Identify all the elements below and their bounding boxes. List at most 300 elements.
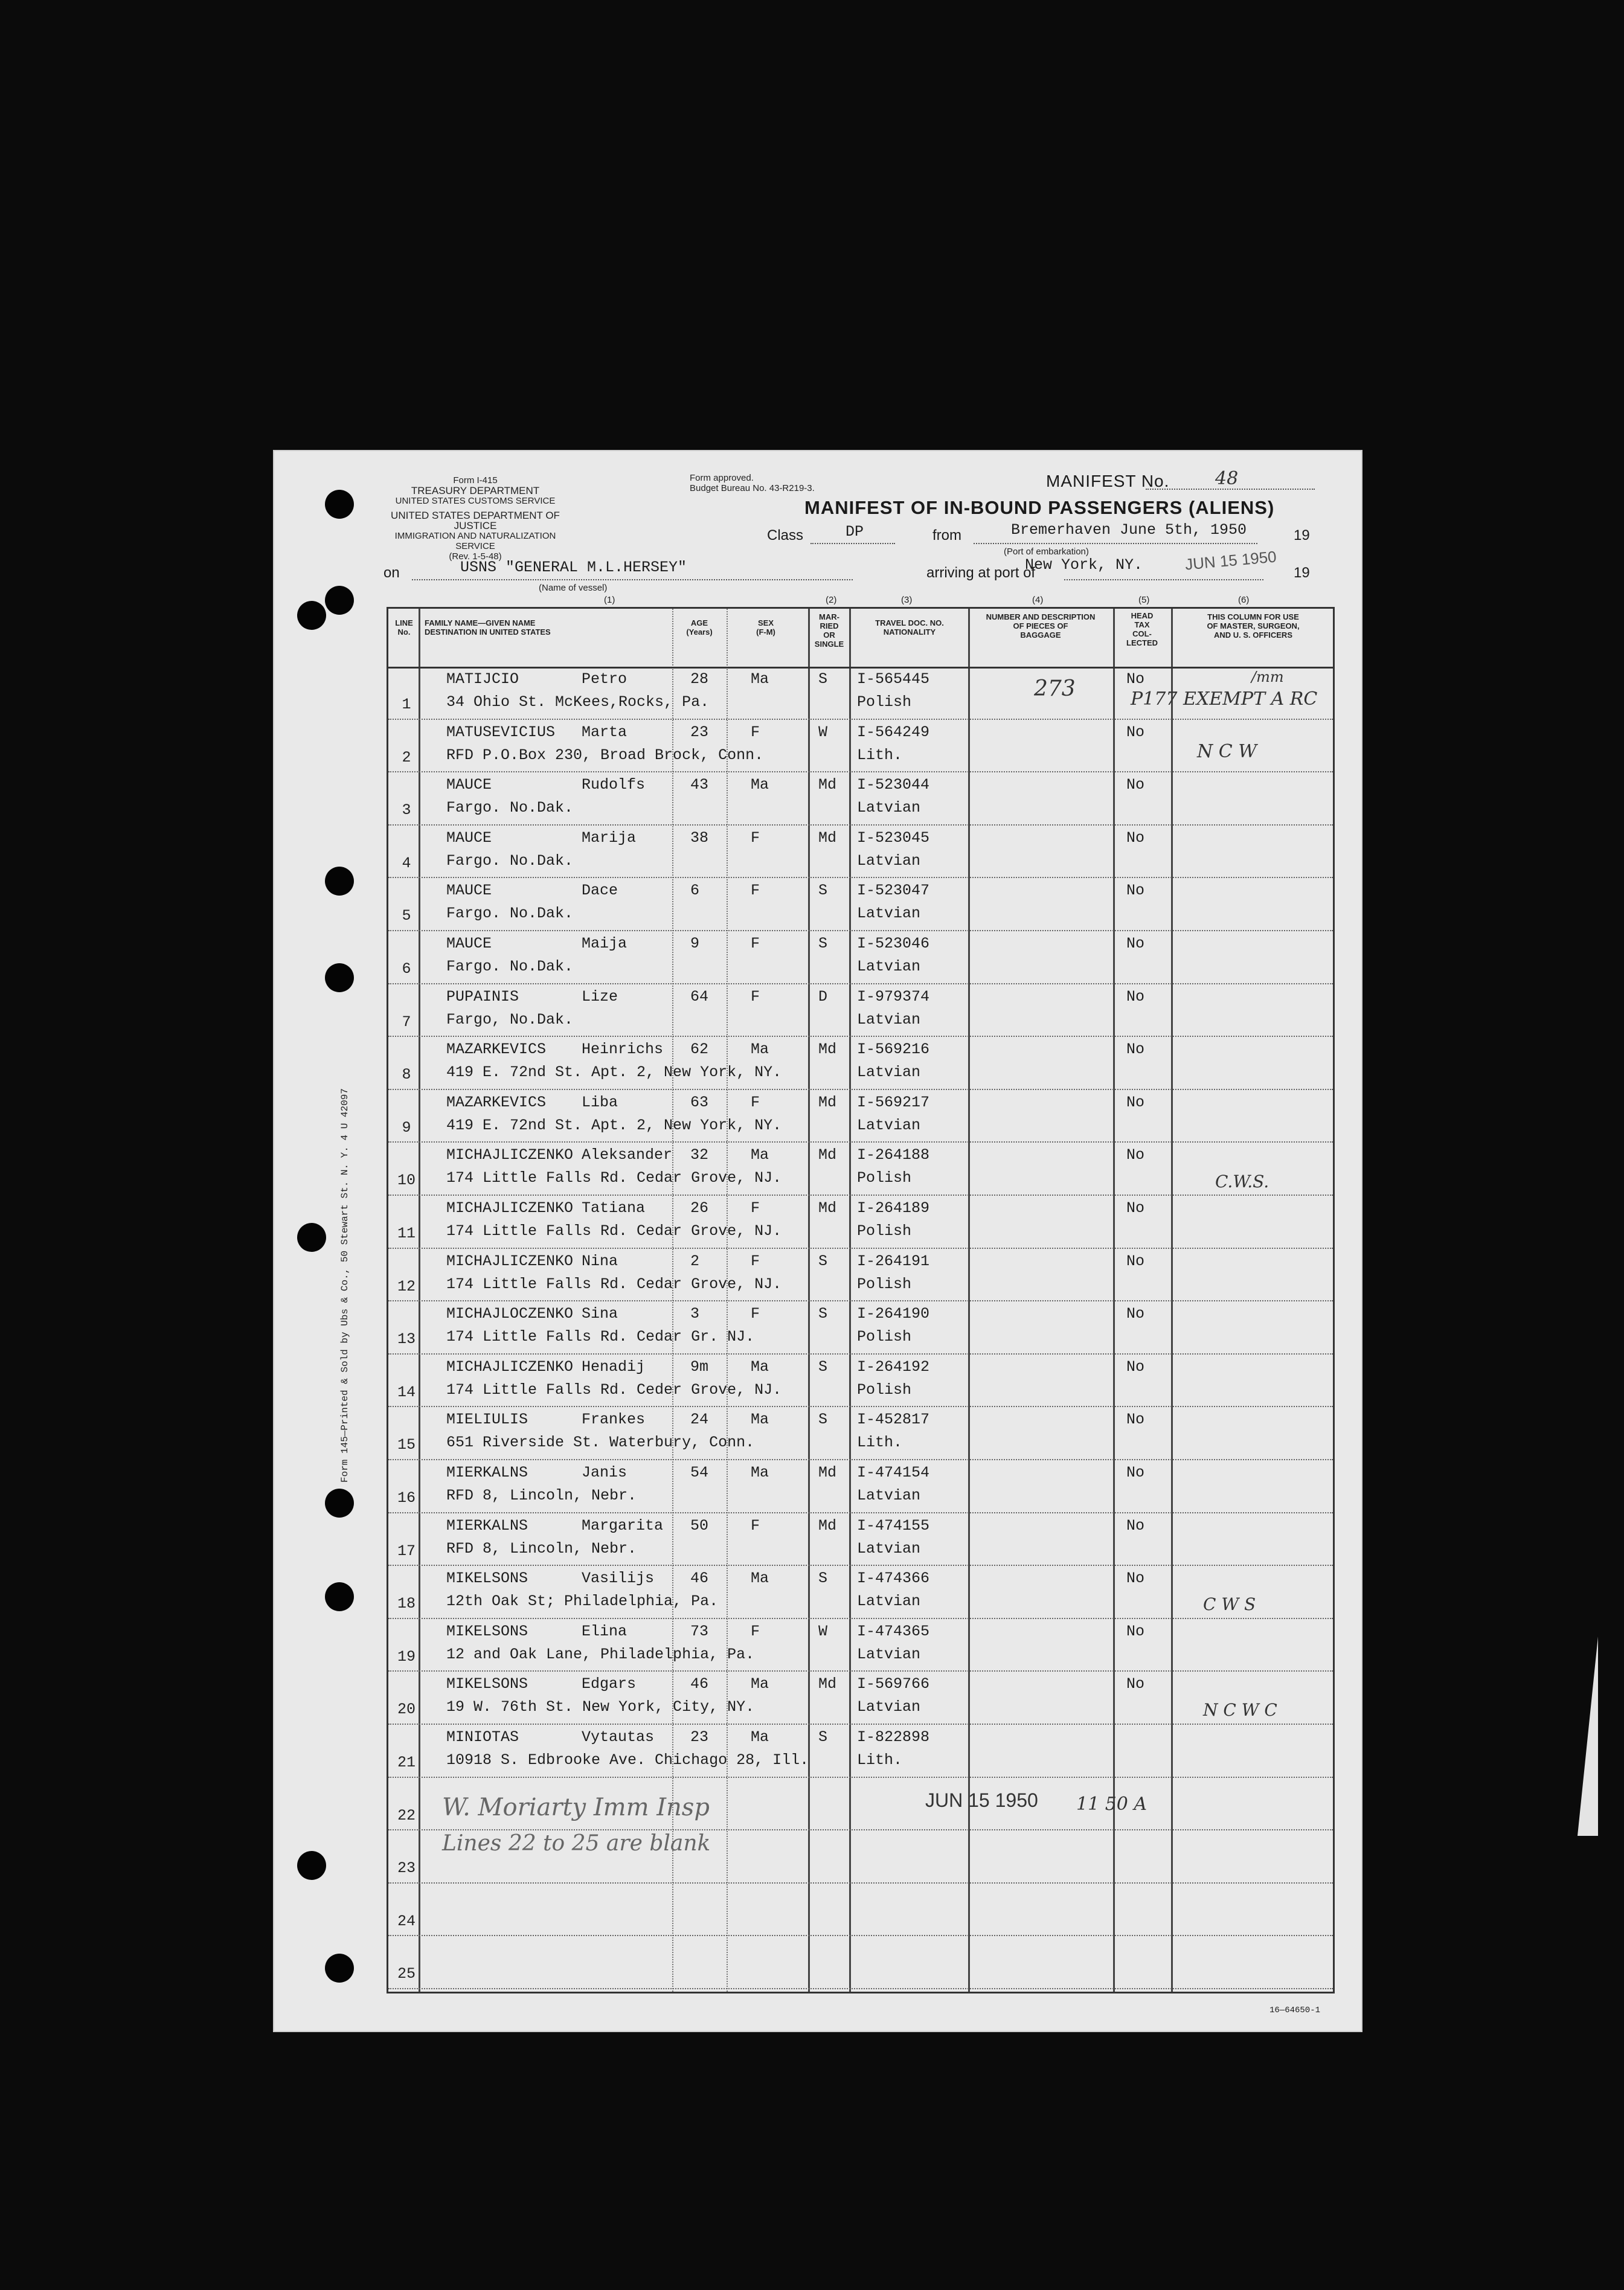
inspection-stamp: JUN 15 1950 xyxy=(925,1789,1038,1811)
given-name: Nina xyxy=(582,1252,618,1270)
marital-status: Md xyxy=(818,1093,837,1111)
head-tax: No xyxy=(1126,1622,1145,1640)
col-officers: THIS COLUMN FOR USE OF MASTER, SURGEON, AND U. S. OFFICERS xyxy=(1207,612,1300,640)
family-name: MIKELSONS xyxy=(446,1622,528,1640)
travel-doc-no: I-523047 xyxy=(857,882,930,900)
manifest-sheet xyxy=(273,450,1362,2032)
destination: 174 Little Falls Rd. Cedar Gr. NJ. xyxy=(446,1328,755,1346)
age: 28 xyxy=(690,670,709,688)
destination: Fargo. No.Dak. xyxy=(446,905,574,923)
manifest-no-label: MANIFEST No. xyxy=(1046,472,1170,490)
nationality: Polish xyxy=(857,1328,912,1346)
head-tax: No xyxy=(1126,882,1145,900)
inspection-time: 11 50 A xyxy=(1076,1794,1147,1815)
sex: Ma xyxy=(751,1041,769,1059)
arrival-port: New York, NY. xyxy=(1025,556,1143,574)
officer-note: N C W C xyxy=(1203,1700,1277,1720)
family-name: MAZARKEVICS xyxy=(446,1041,547,1059)
signature: W. Moriarty Imm Insp xyxy=(442,1794,710,1821)
nationality: Polish xyxy=(857,1381,912,1399)
sex: Ma xyxy=(751,1675,769,1693)
given-name: Heinrichs xyxy=(582,1041,664,1059)
sex: Ma xyxy=(751,1358,769,1376)
age: 43 xyxy=(690,776,709,794)
age: 23 xyxy=(690,723,709,741)
head-tax: No xyxy=(1126,1041,1145,1059)
age: 46 xyxy=(690,1570,709,1588)
family-name: MICHAJLICZENKO xyxy=(446,1146,574,1164)
col-num-3: (3) xyxy=(901,595,913,605)
port-embark-caption: (Port of embarkation) xyxy=(1004,547,1089,557)
line-number: 16 xyxy=(397,1489,416,1507)
col-num-1: (1) xyxy=(604,595,615,605)
col-travel-doc: TRAVEL DOC. NO. NATIONALITY xyxy=(875,618,944,637)
table-row xyxy=(388,1936,1333,1989)
family-name: MICHAJLICZENKO xyxy=(446,1358,574,1376)
age: 50 xyxy=(690,1516,709,1535)
given-name: Vytautas xyxy=(582,1728,655,1746)
given-name: Marta xyxy=(582,723,627,741)
head-tax: No xyxy=(1126,670,1145,688)
destination: 10918 S. Edbrooke Ave. Chichago 28, Ill. xyxy=(446,1751,809,1769)
travel-doc-no: I-523044 xyxy=(857,776,930,794)
age: 32 xyxy=(690,1146,709,1164)
marital-status: Md xyxy=(818,1464,837,1481)
manifest-no-value: 48 xyxy=(1215,468,1239,489)
line-number: 3 xyxy=(402,801,411,819)
table-row xyxy=(388,1407,1333,1460)
sex: F xyxy=(751,723,760,741)
family-name: MATUSEVICIUS xyxy=(446,723,556,741)
arriving-label: arriving at port of xyxy=(926,565,1036,581)
line-number: 4 xyxy=(402,854,411,872)
line-number: 17 xyxy=(397,1542,416,1560)
marital-status: Md xyxy=(818,1199,837,1217)
line-number: 6 xyxy=(402,960,411,978)
table-row xyxy=(388,1037,1333,1090)
table-row xyxy=(388,1672,1333,1725)
destination: RFD 8, Lincoln, Nebr. xyxy=(446,1539,637,1557)
family-name: MICHAJLICZENKO xyxy=(446,1252,574,1270)
line-number: 5 xyxy=(402,907,411,925)
table-row xyxy=(388,1884,1333,1937)
travel-doc-no: I-565445 xyxy=(857,670,930,688)
nationality: Lith. xyxy=(857,746,903,764)
sex: F xyxy=(751,1093,760,1111)
marital-status: S xyxy=(818,670,828,688)
sex: Ma xyxy=(751,1146,769,1164)
table-row xyxy=(388,1355,1333,1408)
passenger-table xyxy=(387,607,1335,1993)
nationality: Latvian xyxy=(857,1698,921,1716)
marital-status: Md xyxy=(818,829,837,847)
nationality: Latvian xyxy=(857,1645,921,1663)
blank-lines-note: Lines 22 to 25 are blank xyxy=(442,1831,711,1856)
nationality: Latvian xyxy=(857,1592,921,1611)
head-tax: No xyxy=(1126,1252,1145,1270)
sex: F xyxy=(751,882,760,900)
family-name: MAUCE xyxy=(446,935,492,952)
nationality: Latvian xyxy=(857,1010,921,1028)
nationality: Latvian xyxy=(857,1487,921,1504)
destination: 19 W. 76th St. New York, City, NY. xyxy=(446,1698,755,1716)
table-row xyxy=(388,1619,1333,1672)
nationality: Polish xyxy=(857,693,912,711)
marital-status: D xyxy=(818,987,828,1005)
sex: F xyxy=(751,935,760,952)
travel-doc-no: I-564249 xyxy=(857,723,930,741)
vessel-name: USNS "GENERAL M.L.HERSEY" xyxy=(460,559,687,576)
paper-scrap xyxy=(1577,1637,1598,1836)
travel-doc-no: I-264190 xyxy=(857,1305,930,1323)
printer-imprint: Form 145—Printed & Sold by Ubs & Co., 50 Stewart St. N. Y. 4 U 42097 xyxy=(339,1088,350,1483)
line-number: 8 xyxy=(402,1066,411,1084)
destination: 174 Little Falls Rd. Cedar Grove, NJ. xyxy=(446,1275,782,1293)
marital-status: S xyxy=(818,1411,828,1429)
head-tax: No xyxy=(1126,723,1145,741)
col-line-no: LINE No. xyxy=(395,618,413,637)
nationality: Latvian xyxy=(857,799,921,817)
age: 2 xyxy=(690,1252,700,1270)
table-row xyxy=(388,1196,1333,1249)
arrival-stamp: JUN 15 1950 xyxy=(1184,547,1277,574)
travel-doc-no: I-474366 xyxy=(857,1570,930,1588)
marital-status: Md xyxy=(818,776,837,794)
line-number: 15 xyxy=(397,1436,416,1454)
head-tax: No xyxy=(1126,776,1145,794)
age: 54 xyxy=(690,1464,709,1481)
given-name: Frankes xyxy=(582,1411,646,1429)
nationality: Polish xyxy=(857,1275,912,1293)
sex: F xyxy=(751,1516,760,1535)
nationality: Polish xyxy=(857,1169,912,1187)
sex: F xyxy=(751,987,760,1005)
nationality: Latvian xyxy=(857,1063,921,1082)
age: 64 xyxy=(690,987,709,1005)
marital-status: Md xyxy=(818,1516,837,1535)
head-tax: No xyxy=(1126,1570,1145,1588)
family-name: MAZARKEVICS xyxy=(446,1093,547,1111)
destination: 174 Little Falls Rd. Cedar Grove, NJ. xyxy=(446,1222,782,1240)
travel-doc-no: I-569216 xyxy=(857,1041,930,1059)
nationality: Lith. xyxy=(857,1751,903,1769)
head-tax: No xyxy=(1126,935,1145,952)
line-number: 1 xyxy=(402,696,411,713)
sex: Ma xyxy=(751,1728,769,1746)
marital-status: S xyxy=(818,1728,828,1746)
destination: RFD P.O.Box 230, Broad Brock, Conn. xyxy=(446,746,764,764)
travel-doc-no: I-569217 xyxy=(857,1093,930,1111)
col-num-5: (5) xyxy=(1138,595,1150,605)
from-line xyxy=(974,543,1257,544)
family-name: PUPAINIS xyxy=(446,987,519,1005)
travel-doc-no: I-474154 xyxy=(857,1464,930,1481)
nationality: Lith. xyxy=(857,1434,903,1452)
table-row xyxy=(388,772,1333,826)
family-name: MINIOTAS xyxy=(446,1728,519,1746)
class-line xyxy=(810,543,895,544)
family-name: MIERKALNS xyxy=(446,1464,528,1481)
given-name: Marija xyxy=(582,829,637,847)
family-name: MIELIULIS xyxy=(446,1411,528,1429)
sex: F xyxy=(751,1252,760,1270)
line-number: 19 xyxy=(397,1647,416,1666)
given-name: Henadij xyxy=(582,1358,646,1376)
officer-note: C.W.S. xyxy=(1215,1172,1269,1192)
marital-status: W xyxy=(818,723,828,741)
table-header xyxy=(388,609,1333,669)
table-row xyxy=(388,1725,1333,1778)
given-name: Petro xyxy=(582,670,627,688)
line-number: 10 xyxy=(397,1172,416,1190)
punch-hole xyxy=(325,490,354,519)
arrival-line xyxy=(1064,579,1263,580)
baggage-count: 273 xyxy=(1034,676,1076,701)
destination: Fargo. No.Dak. xyxy=(446,958,574,975)
destination: Fargo, No.Dak. xyxy=(446,1010,574,1028)
nationality: Polish xyxy=(857,1222,912,1240)
given-name: Maija xyxy=(582,935,627,952)
travel-doc-no: I-264191 xyxy=(857,1252,930,1270)
table-row xyxy=(388,1143,1333,1196)
marital-status: S xyxy=(818,1570,828,1588)
dept-justice: UNITED STATES DEPARTMENT OF JUSTICE IMMIGRATION AND NATURALIZATION SERVICE (Rev. 1-5-48) xyxy=(391,510,560,562)
nationality: Latvian xyxy=(857,958,921,975)
travel-doc-no: I-979374 xyxy=(857,987,930,1005)
nationality: Latvian xyxy=(857,1116,921,1134)
travel-doc-no: I-264189 xyxy=(857,1199,930,1217)
sex: Ma xyxy=(751,1411,769,1429)
on-label: on xyxy=(384,565,400,581)
travel-doc-no: I-523046 xyxy=(857,935,930,952)
given-name: Sina xyxy=(582,1305,618,1323)
given-name: Elina xyxy=(582,1622,627,1640)
head-tax: No xyxy=(1126,1305,1145,1323)
line-number: 23 xyxy=(397,1859,416,1878)
given-name: Edgars xyxy=(582,1675,637,1693)
given-name: Aleksander xyxy=(582,1146,673,1164)
travel-doc-no: I-569766 xyxy=(857,1675,930,1693)
sex: Ma xyxy=(751,670,769,688)
sex: F xyxy=(751,1199,760,1217)
line-number: 12 xyxy=(397,1277,416,1295)
col-num-6: (6) xyxy=(1238,595,1250,605)
destination: 651 Riverside St. Waterbury, Conn. xyxy=(446,1434,755,1452)
nationality: Latvian xyxy=(857,905,921,923)
destination: 419 E. 72nd St. Apt. 2, New York, NY. xyxy=(446,1116,782,1134)
travel-doc-no: I-264192 xyxy=(857,1358,930,1376)
family-name: MAUCE xyxy=(446,829,492,847)
line-number: 18 xyxy=(397,1595,416,1613)
marital-status: S xyxy=(818,882,828,900)
given-name: Rudolfs xyxy=(582,776,646,794)
age: 62 xyxy=(690,1041,709,1059)
officer-note: C W S xyxy=(1203,1594,1256,1614)
col-sex: SEX (F-M) xyxy=(756,618,775,637)
class-label: Class xyxy=(767,527,804,544)
line-number: 22 xyxy=(397,1806,416,1824)
destination: 174 Little Falls Rd. Ceder Grove, NJ. xyxy=(446,1381,782,1399)
col-head-tax: HEAD TAX COL- LECTED xyxy=(1126,611,1158,647)
footer-code: 16—64650-1 xyxy=(1269,2006,1320,2015)
family-name: MATIJCIO xyxy=(446,670,519,688)
family-name: MIERKALNS xyxy=(446,1516,528,1535)
table-row xyxy=(388,1249,1333,1302)
table-row xyxy=(388,1301,1333,1355)
year-suffix-2: 19 xyxy=(1294,565,1310,581)
marital-status: Md xyxy=(818,1675,837,1693)
travel-doc-no: I-452817 xyxy=(857,1411,930,1429)
destination: 12 and Oak Lane, Philadelphia, Pa. xyxy=(446,1645,755,1663)
head-tax: No xyxy=(1126,1093,1145,1111)
head-tax: No xyxy=(1126,1146,1145,1164)
nationality: Latvian xyxy=(857,852,921,870)
line-number: 2 xyxy=(402,748,411,766)
manifest-title: MANIFEST OF IN-BOUND PASSENGERS (ALIENS) xyxy=(804,497,1275,518)
family-name: MICHAJLOCZENKO xyxy=(446,1305,574,1323)
marital-status: S xyxy=(818,1358,828,1376)
destination: Fargo. No.Dak. xyxy=(446,852,574,870)
line-number: 11 xyxy=(397,1225,416,1242)
age: 63 xyxy=(690,1093,709,1111)
line-number: 20 xyxy=(397,1701,416,1719)
age: 26 xyxy=(690,1199,709,1217)
vessel-caption: (Name of vessel) xyxy=(539,583,608,593)
table-row xyxy=(388,826,1333,879)
sex: F xyxy=(751,829,760,847)
destination: 174 Little Falls Rd. Cedar Grove, NJ. xyxy=(446,1169,782,1187)
travel-doc-no: I-264188 xyxy=(857,1146,930,1164)
sex: F xyxy=(751,1622,760,1640)
destination: 12th Oak St; Philadelphia, Pa. xyxy=(446,1592,719,1611)
table-row xyxy=(388,878,1333,931)
vessel-line xyxy=(412,579,853,580)
line-number: 7 xyxy=(402,1013,411,1031)
age: 46 xyxy=(690,1675,709,1693)
table-row xyxy=(388,1513,1333,1567)
marital-status: Md xyxy=(818,1146,837,1164)
head-tax: No xyxy=(1126,1358,1145,1376)
sex: Ma xyxy=(751,1464,769,1481)
age: 73 xyxy=(690,1622,709,1640)
given-name: Janis xyxy=(582,1464,627,1481)
sex: Ma xyxy=(751,776,769,794)
given-name: Liba xyxy=(582,1093,618,1111)
punch-hole xyxy=(325,1582,354,1611)
exempt-note: P177 EXEMPT A RC xyxy=(1131,688,1318,710)
col-num-4: (4) xyxy=(1032,595,1044,605)
table-row xyxy=(388,931,1333,984)
punch-hole xyxy=(297,1851,326,1880)
table-row xyxy=(388,1090,1333,1143)
line-number: 9 xyxy=(402,1118,411,1137)
form-approved: Form approved. Budget Bureau No. 43-R219-3. xyxy=(690,473,815,493)
given-name: Lize xyxy=(582,987,618,1005)
col-age: AGE (Years) xyxy=(686,618,713,637)
marital-status: S xyxy=(818,1252,828,1270)
from-label: from xyxy=(932,527,961,544)
punch-hole xyxy=(325,867,354,896)
sex: F xyxy=(751,1305,760,1323)
line-number: 14 xyxy=(397,1383,416,1401)
destination: RFD 8, Lincoln, Nebr. xyxy=(446,1487,637,1504)
age: 38 xyxy=(690,829,709,847)
family-name: MICHAJLICZENKO xyxy=(446,1199,574,1217)
head-tax: No xyxy=(1126,1516,1145,1535)
marital-status: S xyxy=(818,935,828,952)
line-number: 24 xyxy=(397,1912,416,1930)
punch-hole xyxy=(325,586,354,615)
sex: Ma xyxy=(751,1570,769,1588)
destination: Fargo. No.Dak. xyxy=(446,799,574,817)
line-number: 21 xyxy=(397,1754,416,1771)
nationality: Latvian xyxy=(857,1539,921,1557)
head-tax: No xyxy=(1126,1675,1145,1693)
marital-status: W xyxy=(818,1622,828,1640)
given-name: Vasilijs xyxy=(582,1570,655,1588)
family-name: MIKELSONS xyxy=(446,1675,528,1693)
punch-hole xyxy=(325,1954,354,1983)
head-tax: No xyxy=(1126,1464,1145,1481)
table-row xyxy=(388,984,1333,1038)
age: 9 xyxy=(690,935,700,952)
age: 24 xyxy=(690,1411,709,1429)
head-tax: No xyxy=(1126,987,1145,1005)
from-value: Bremerhaven June 5th, 1950 xyxy=(1011,521,1247,539)
given-name: Dace xyxy=(582,882,618,900)
given-name: Margarita xyxy=(582,1516,664,1535)
marital-status: Md xyxy=(818,1041,837,1059)
marital-status: S xyxy=(818,1305,828,1323)
class-value: DP xyxy=(846,523,864,540)
travel-doc-no: I-474365 xyxy=(857,1622,930,1640)
age: 9m xyxy=(690,1358,709,1376)
punch-hole xyxy=(297,601,326,630)
form-number: Form I-415 TREASURY DEPARTMENT UNITED STATES CUSTOMS SERVICE xyxy=(395,475,556,506)
destination: 419 E. 72nd St. Apt. 2, New York, NY. xyxy=(446,1063,782,1082)
row-divider xyxy=(388,1988,1333,1989)
col-baggage: NUMBER AND DESCRIPTION OF PIECES OF BAGGAGE xyxy=(986,612,1096,640)
travel-doc-no: I-474155 xyxy=(857,1516,930,1535)
family-name: MIKELSONS xyxy=(446,1570,528,1588)
head-tax: No xyxy=(1126,829,1145,847)
family-name: MAUCE xyxy=(446,776,492,794)
travel-doc-no: I-523045 xyxy=(857,829,930,847)
col-name: FAMILY NAME—GIVEN NAME DESTINATION IN UNITED STATES xyxy=(425,618,551,637)
table-row xyxy=(388,720,1333,773)
head-tax: No xyxy=(1126,1411,1145,1429)
table-row xyxy=(388,1460,1333,1513)
family-name: MAUCE xyxy=(446,882,492,900)
age: 3 xyxy=(690,1305,700,1323)
punch-hole xyxy=(297,1223,326,1252)
punch-hole xyxy=(325,1489,354,1518)
head-tax: No xyxy=(1126,1199,1145,1217)
line-number: 13 xyxy=(397,1330,416,1349)
col-married: MAR- RIED OR SINGLE xyxy=(814,612,844,649)
travel-doc-no: I-822898 xyxy=(857,1728,930,1746)
table-row xyxy=(388,1566,1333,1619)
mm-note: /mm xyxy=(1251,669,1284,685)
line-number: 25 xyxy=(397,1965,416,1983)
age: 23 xyxy=(690,1728,709,1746)
destination: 34 Ohio St. McKees,Rocks, Pa. xyxy=(446,693,710,711)
given-name: Tatiana xyxy=(582,1199,646,1217)
col-num-2: (2) xyxy=(826,595,837,605)
officer-note: N C W xyxy=(1197,741,1257,762)
year-suffix-1: 19 xyxy=(1294,527,1310,544)
age: 6 xyxy=(690,882,700,900)
